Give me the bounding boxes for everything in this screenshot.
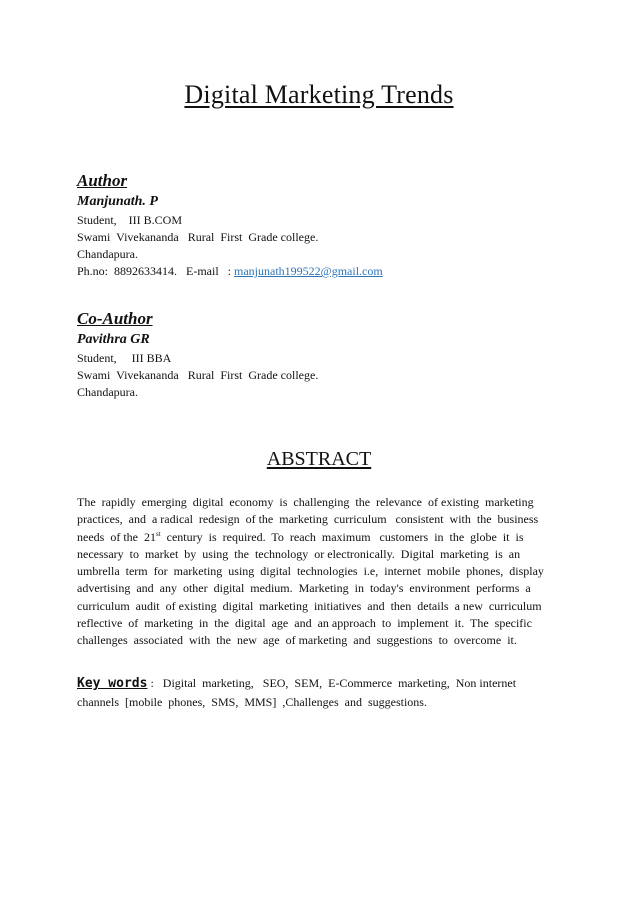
abstract-paragraph [77,494,552,650]
keywords-section [77,674,557,711]
keywords-label: Key words [77,676,148,691]
abstract-line: challenges associated with the new age of marketing and suggestions to overcome it. [77,633,517,648]
abstract-line: The rapidly emerging digital economy is challenging the relevance of existing marketing [77,495,534,509]
abstract-line-part: century is required. To reach maximum customers in the globe it is [160,529,524,544]
abstract-line [77,529,552,546]
ordinal-superscript: st [155,529,161,538]
author-role: Student, III B.COM [77,213,182,227]
author-heading: Author [77,171,128,190]
abstract-line: advertising and any other digital medium. Marketing in today's environment performs a [77,581,531,596]
coauthor-heading: Co-Author [77,309,153,328]
abstract-heading: ABSTRACT [266,448,372,470]
coauthor-section [77,308,577,401]
abstract-line: curriculum audit of existing digital marketing initiatives and then details a new curriculum [77,598,542,613]
author-contact [77,263,577,280]
abstract-line-part: needs of the 21 [77,529,156,544]
coauthor-name: Pavithra GR [77,332,150,347]
author-email-link[interactable]: manjunath199522@gmail.com [234,264,383,278]
document-title: Digital Marketing Trends [184,80,454,109]
abstract-line: necessary to market by using the technology or electronically. Digital marketing is an [77,546,521,561]
abstract-line: umbrella term for marketing using digital technologies i.e, internet mobile phones, display [77,564,544,579]
keywords-line [77,674,557,693]
coauthor-location: Chandapura. [77,385,138,399]
abstract-line: practices, and a radical redesign of the marketing curriculum consistent with the business [77,512,539,527]
abstract-line: reflective of marketing in the digital age and an approach to implement it. The specific [77,616,532,631]
keywords-text: : Digital marketing, SEO, SEM, E-Commerce marketing, Non internet [147,676,517,690]
author-location: Chandapura. [77,247,138,261]
coauthor-college: Swami Vivekananda Rural First Grade college. [77,368,319,382]
author-section [77,170,577,280]
keywords-line: channels [mobile phones, SMS, MMS] ,Challenges and suggestions. [77,695,427,709]
coauthor-role: Student, III BBA [77,351,172,365]
author-college: Swami Vivekananda Rural First Grade college. [77,230,319,244]
author-contact-prefix: Ph.no: 8892633414. E-mail : [77,264,234,278]
author-name: Manjunath. P [77,194,158,209]
